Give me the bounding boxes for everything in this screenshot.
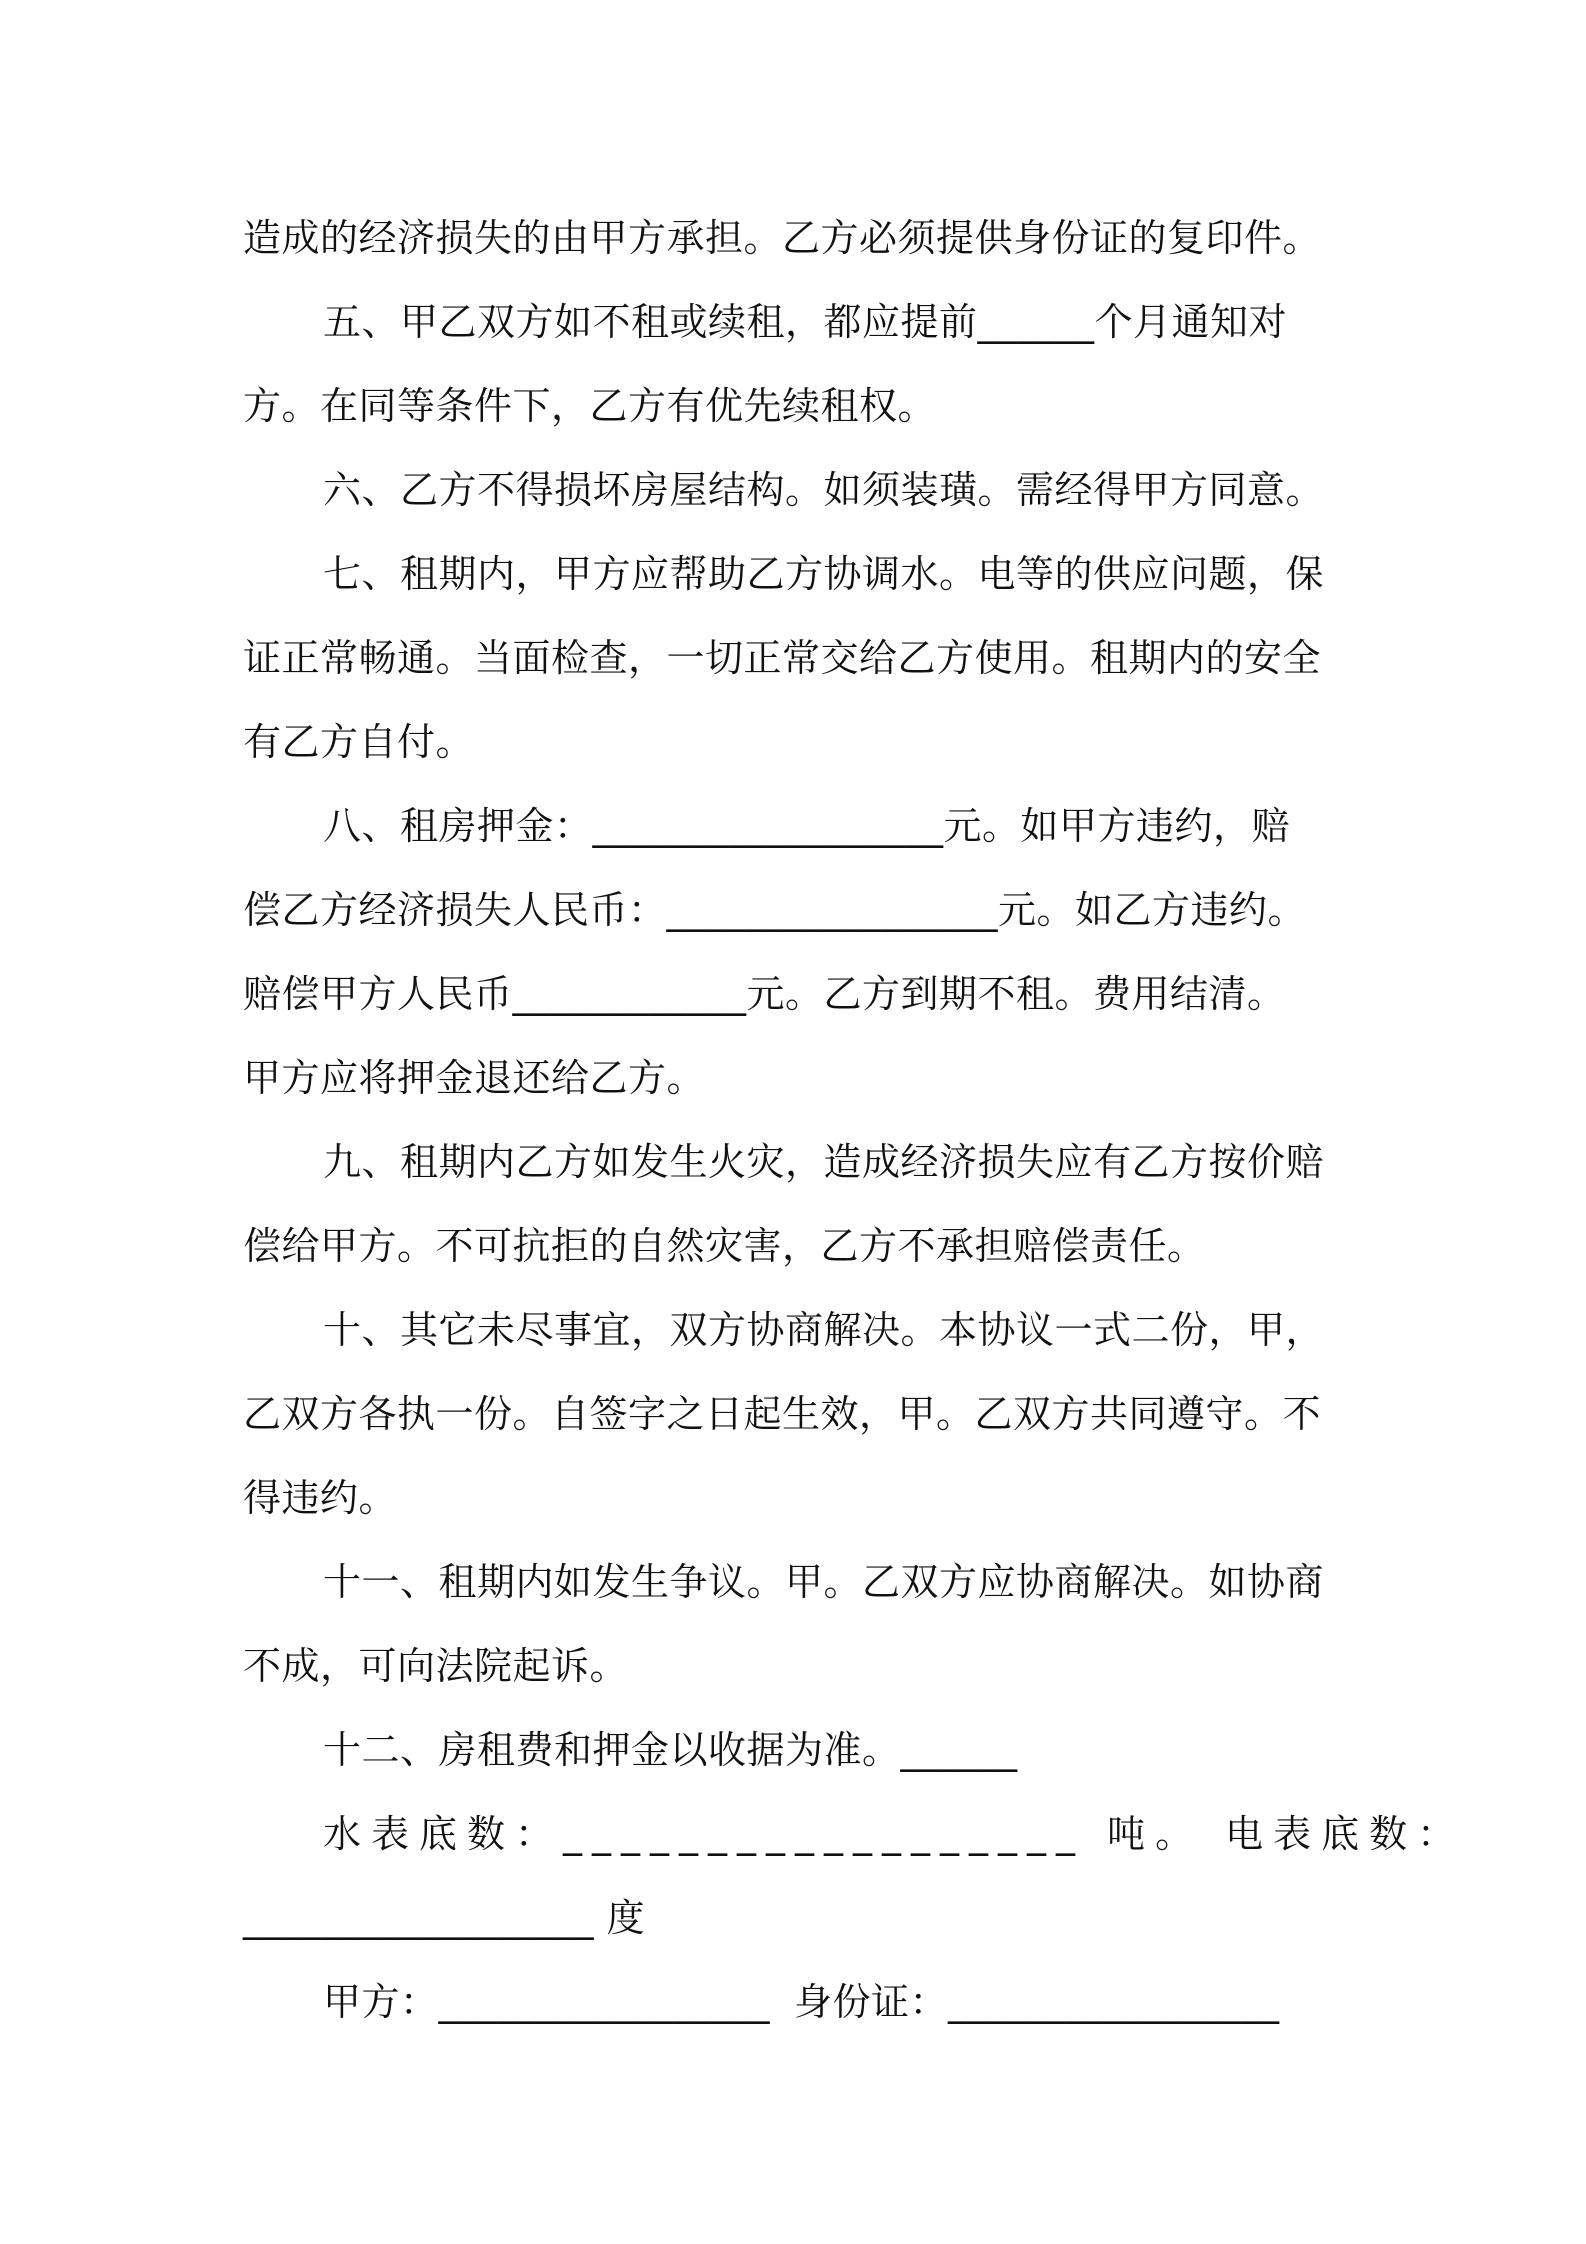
paragraph-line: 赔偿甲方人民币____________元。乙方到期不租。费用结清。 — [243, 972, 1286, 1016]
paragraph-line: 有乙方自付。 — [243, 720, 475, 764]
paragraph-line: 方。在同等条件下，乙方有优先续租权。 — [243, 384, 937, 428]
party-a-field: 甲方：_________________ — [323, 1980, 771, 2024]
contract-body — [243, 196, 1466, 2044]
meter-readings-line: __________________ 度 — [243, 1896, 646, 1940]
paragraph-line: 证正常畅通。当面检查，一切正常交给乙方使用。租期内的安全 — [243, 636, 1322, 680]
paragraph-line: 乙双方各执一份。自签字之日起生效，甲。乙双方共同遵守。不 — [243, 1392, 1322, 1436]
clause-11-line: 十一、租期内如发生争议。甲。乙双方应协商解决。如协商 — [323, 1560, 1325, 1604]
clause-12-line: 十二、房租费和押金以收据为准。______ — [323, 1728, 1018, 1772]
id-card-field: 身份证：_________________ — [794, 1980, 1280, 2024]
clause-10-line: 十、其它未尽事宜，双方协商解决。本协议一式二份，甲， — [323, 1308, 1325, 1352]
paragraph-line: 得违约。 — [243, 1476, 398, 1520]
paragraph-line: 造成的经济损失的由甲方承担。乙方必须提供身份证的复印件。 — [243, 216, 1322, 260]
paragraph-line: 偿给甲方。不可抗拒的自然灾害，乙方不承担赔偿责任。 — [243, 1224, 1206, 1268]
paragraph-line: 偿乙方经济损失人民币：_________________元。如乙方违约。 — [243, 888, 1307, 932]
clause-6-line: 六、乙方不得损坏房屋结构。如须装璜。需经得甲方同意。 — [323, 468, 1325, 512]
signature-line — [243, 1960, 1353, 2044]
clause-5-line: 五、甲乙双方如不租或续租，都应提前______个月通知对 — [323, 300, 1288, 344]
meter-readings-line: 水表底数：__________________ 吨。 电表底数： — [323, 1812, 1466, 1856]
paragraph-line: 不成，可向法院起诉。 — [243, 1644, 629, 1688]
paragraph-line: 甲方应将押金退还给乙方。 — [243, 1056, 706, 1100]
clause-7-line: 七、租期内，甲方应帮助乙方协调水。电等的供应问题，保 — [323, 552, 1325, 596]
clause-8-line: 八、租房押金：__________________元。如甲方违约，赔 — [323, 804, 1291, 848]
clause-9-line: 九、租期内乙方如发生火灾，造成经济损失应有乙方按价赔 — [323, 1140, 1325, 1184]
